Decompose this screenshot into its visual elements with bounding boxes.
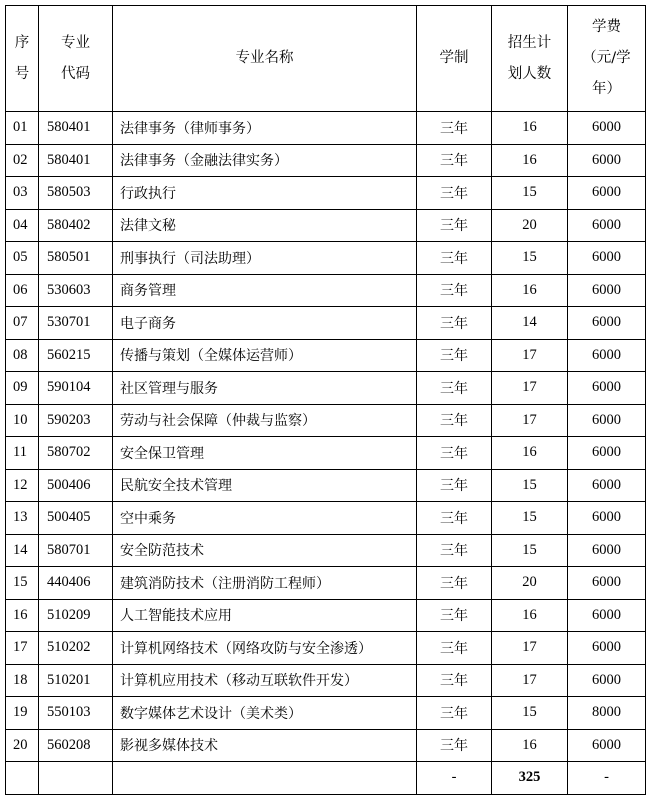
system-cell: 三年 <box>417 144 492 177</box>
fee-cell: 6000 <box>568 112 646 145</box>
fee-cell: 6000 <box>568 469 646 502</box>
system-cell: 三年 <box>417 664 492 697</box>
seq-cell: 20 <box>6 729 39 762</box>
system-cell: 三年 <box>417 599 492 632</box>
plan-cell: 16 <box>492 729 568 762</box>
enrollment-table-container <box>5 5 646 795</box>
table-row <box>6 664 646 697</box>
fee-cell: 6000 <box>568 144 646 177</box>
plan-cell: 20 <box>492 567 568 600</box>
code-cell: 510202 <box>39 632 113 665</box>
code-cell: 530603 <box>39 274 113 307</box>
fee-cell: 6000 <box>568 177 646 210</box>
code-cell: 510201 <box>39 664 113 697</box>
header-system: 学制 <box>417 6 492 112</box>
system-cell: 三年 <box>417 274 492 307</box>
seq-cell: 02 <box>6 144 39 177</box>
plan-cell: 14 <box>492 307 568 340</box>
seq-cell: 04 <box>6 209 39 242</box>
table-row <box>6 242 646 275</box>
code-cell: 580701 <box>39 534 113 567</box>
plan-cell: 15 <box>492 469 568 502</box>
plan-cell: 16 <box>492 599 568 632</box>
enrollment-plan-table <box>5 5 646 795</box>
major-name-cell: 安全保卫管理 <box>113 437 417 470</box>
plan-cell: 15 <box>492 502 568 535</box>
table-row <box>6 177 646 210</box>
system-cell: 三年 <box>417 469 492 502</box>
major-name-cell: 人工智能技术应用 <box>113 599 417 632</box>
table-row <box>6 632 646 665</box>
plan-cell: 17 <box>492 632 568 665</box>
major-name-cell: 法律文秘 <box>113 209 417 242</box>
seq-cell: 08 <box>6 339 39 372</box>
table-row <box>6 599 646 632</box>
plan-cell: 15 <box>492 177 568 210</box>
total-seq-cell <box>6 762 39 795</box>
plan-cell: 17 <box>492 664 568 697</box>
major-name-cell: 劳动与社会保障（仲裁与监察） <box>113 404 417 437</box>
code-cell: 590203 <box>39 404 113 437</box>
system-cell: 三年 <box>417 404 492 437</box>
seq-cell: 12 <box>6 469 39 502</box>
table-row <box>6 534 646 567</box>
major-name-cell: 商务管理 <box>113 274 417 307</box>
major-name-cell: 空中乘务 <box>113 502 417 535</box>
seq-cell: 13 <box>6 502 39 535</box>
system-cell: 三年 <box>417 437 492 470</box>
plan-cell: 15 <box>492 242 568 275</box>
fee-cell: 6000 <box>568 437 646 470</box>
seq-cell: 10 <box>6 404 39 437</box>
major-name-cell: 法律事务（金融法律实务） <box>113 144 417 177</box>
seq-cell: 06 <box>6 274 39 307</box>
fee-cell: 6000 <box>568 664 646 697</box>
header-row <box>6 6 646 112</box>
plan-cell: 20 <box>492 209 568 242</box>
code-cell: 510209 <box>39 599 113 632</box>
major-name-cell: 社区管理与服务 <box>113 372 417 405</box>
seq-cell: 14 <box>6 534 39 567</box>
code-cell: 500406 <box>39 469 113 502</box>
table-row <box>6 307 646 340</box>
major-name-cell: 计算机应用技术（移动互联软件开发） <box>113 664 417 697</box>
system-cell: 三年 <box>417 697 492 730</box>
table-row <box>6 502 646 535</box>
seq-cell: 07 <box>6 307 39 340</box>
seq-cell: 09 <box>6 372 39 405</box>
fee-cell: 6000 <box>568 599 646 632</box>
table-row <box>6 274 646 307</box>
total-code-cell <box>39 762 113 795</box>
header-plan: 招生计 划人数 <box>492 6 568 112</box>
seq-cell: 19 <box>6 697 39 730</box>
table-row <box>6 372 646 405</box>
code-cell: 440406 <box>39 567 113 600</box>
major-name-cell: 法律事务（律师事务） <box>113 112 417 145</box>
system-cell: 三年 <box>417 209 492 242</box>
header-code: 专业 代码 <box>39 6 113 112</box>
header-name: 专业名称 <box>113 6 417 112</box>
major-name-cell: 刑事执行（司法助理） <box>113 242 417 275</box>
code-cell: 580401 <box>39 144 113 177</box>
system-cell: 三年 <box>417 567 492 600</box>
fee-cell: 6000 <box>568 372 646 405</box>
table-body <box>6 112 646 762</box>
major-name-cell: 计算机网络技术（网络攻防与安全渗透） <box>113 632 417 665</box>
table-row <box>6 437 646 470</box>
code-cell: 580401 <box>39 112 113 145</box>
major-name-cell: 建筑消防技术（注册消防工程师） <box>113 567 417 600</box>
plan-cell: 17 <box>492 372 568 405</box>
system-cell: 三年 <box>417 307 492 340</box>
plan-cell: 16 <box>492 274 568 307</box>
system-cell: 三年 <box>417 632 492 665</box>
fee-cell: 6000 <box>568 729 646 762</box>
system-cell: 三年 <box>417 339 492 372</box>
total-fee-cell: - <box>568 762 646 795</box>
total-plan-cell: 325 <box>492 762 568 795</box>
code-cell: 560215 <box>39 339 113 372</box>
plan-cell: 17 <box>492 339 568 372</box>
plan-cell: 17 <box>492 404 568 437</box>
system-cell: 三年 <box>417 177 492 210</box>
fee-cell: 6000 <box>568 307 646 340</box>
fee-cell: 6000 <box>568 274 646 307</box>
table-row <box>6 209 646 242</box>
fee-cell: 6000 <box>568 567 646 600</box>
fee-cell: 6000 <box>568 404 646 437</box>
table-row <box>6 339 646 372</box>
code-cell: 580402 <box>39 209 113 242</box>
fee-cell: 6000 <box>568 339 646 372</box>
code-cell: 590104 <box>39 372 113 405</box>
seq-cell: 01 <box>6 112 39 145</box>
code-cell: 560208 <box>39 729 113 762</box>
fee-cell: 8000 <box>568 697 646 730</box>
system-cell: 三年 <box>417 502 492 535</box>
system-cell: 三年 <box>417 242 492 275</box>
major-name-cell: 影视多媒体技术 <box>113 729 417 762</box>
seq-cell: 17 <box>6 632 39 665</box>
system-cell: 三年 <box>417 729 492 762</box>
table-footer <box>6 762 646 795</box>
plan-cell: 16 <box>492 144 568 177</box>
seq-cell: 15 <box>6 567 39 600</box>
table-row <box>6 112 646 145</box>
plan-cell: 16 <box>492 437 568 470</box>
major-name-cell: 电子商务 <box>113 307 417 340</box>
plan-cell: 15 <box>492 534 568 567</box>
table-row <box>6 404 646 437</box>
plan-cell: 16 <box>492 112 568 145</box>
fee-cell: 6000 <box>568 209 646 242</box>
major-name-cell: 数字媒体艺术设计（美术类） <box>113 697 417 730</box>
code-cell: 580503 <box>39 177 113 210</box>
table-row <box>6 729 646 762</box>
major-name-cell: 安全防范技术 <box>113 534 417 567</box>
seq-cell: 11 <box>6 437 39 470</box>
fee-cell: 6000 <box>568 242 646 275</box>
code-cell: 580702 <box>39 437 113 470</box>
table-header <box>6 6 646 112</box>
major-name-cell: 民航安全技术管理 <box>113 469 417 502</box>
code-cell: 500405 <box>39 502 113 535</box>
seq-cell: 05 <box>6 242 39 275</box>
major-name-cell: 传播与策划（全媒体运营师） <box>113 339 417 372</box>
table-row <box>6 144 646 177</box>
total-system-cell: - <box>417 762 492 795</box>
major-name-cell: 行政执行 <box>113 177 417 210</box>
system-cell: 三年 <box>417 112 492 145</box>
plan-cell: 15 <box>492 697 568 730</box>
fee-cell: 6000 <box>568 632 646 665</box>
seq-cell: 18 <box>6 664 39 697</box>
header-fee: 学费 （元/学 年） <box>568 6 646 112</box>
system-cell: 三年 <box>417 372 492 405</box>
seq-cell: 16 <box>6 599 39 632</box>
code-cell: 580501 <box>39 242 113 275</box>
header-seq: 序 号 <box>6 6 39 112</box>
table-row <box>6 567 646 600</box>
seq-cell: 03 <box>6 177 39 210</box>
fee-cell: 6000 <box>568 534 646 567</box>
table-row <box>6 697 646 730</box>
total-row <box>6 762 646 795</box>
table-row <box>6 469 646 502</box>
total-name-cell <box>113 762 417 795</box>
code-cell: 530701 <box>39 307 113 340</box>
system-cell: 三年 <box>417 534 492 567</box>
code-cell: 550103 <box>39 697 113 730</box>
fee-cell: 6000 <box>568 502 646 535</box>
